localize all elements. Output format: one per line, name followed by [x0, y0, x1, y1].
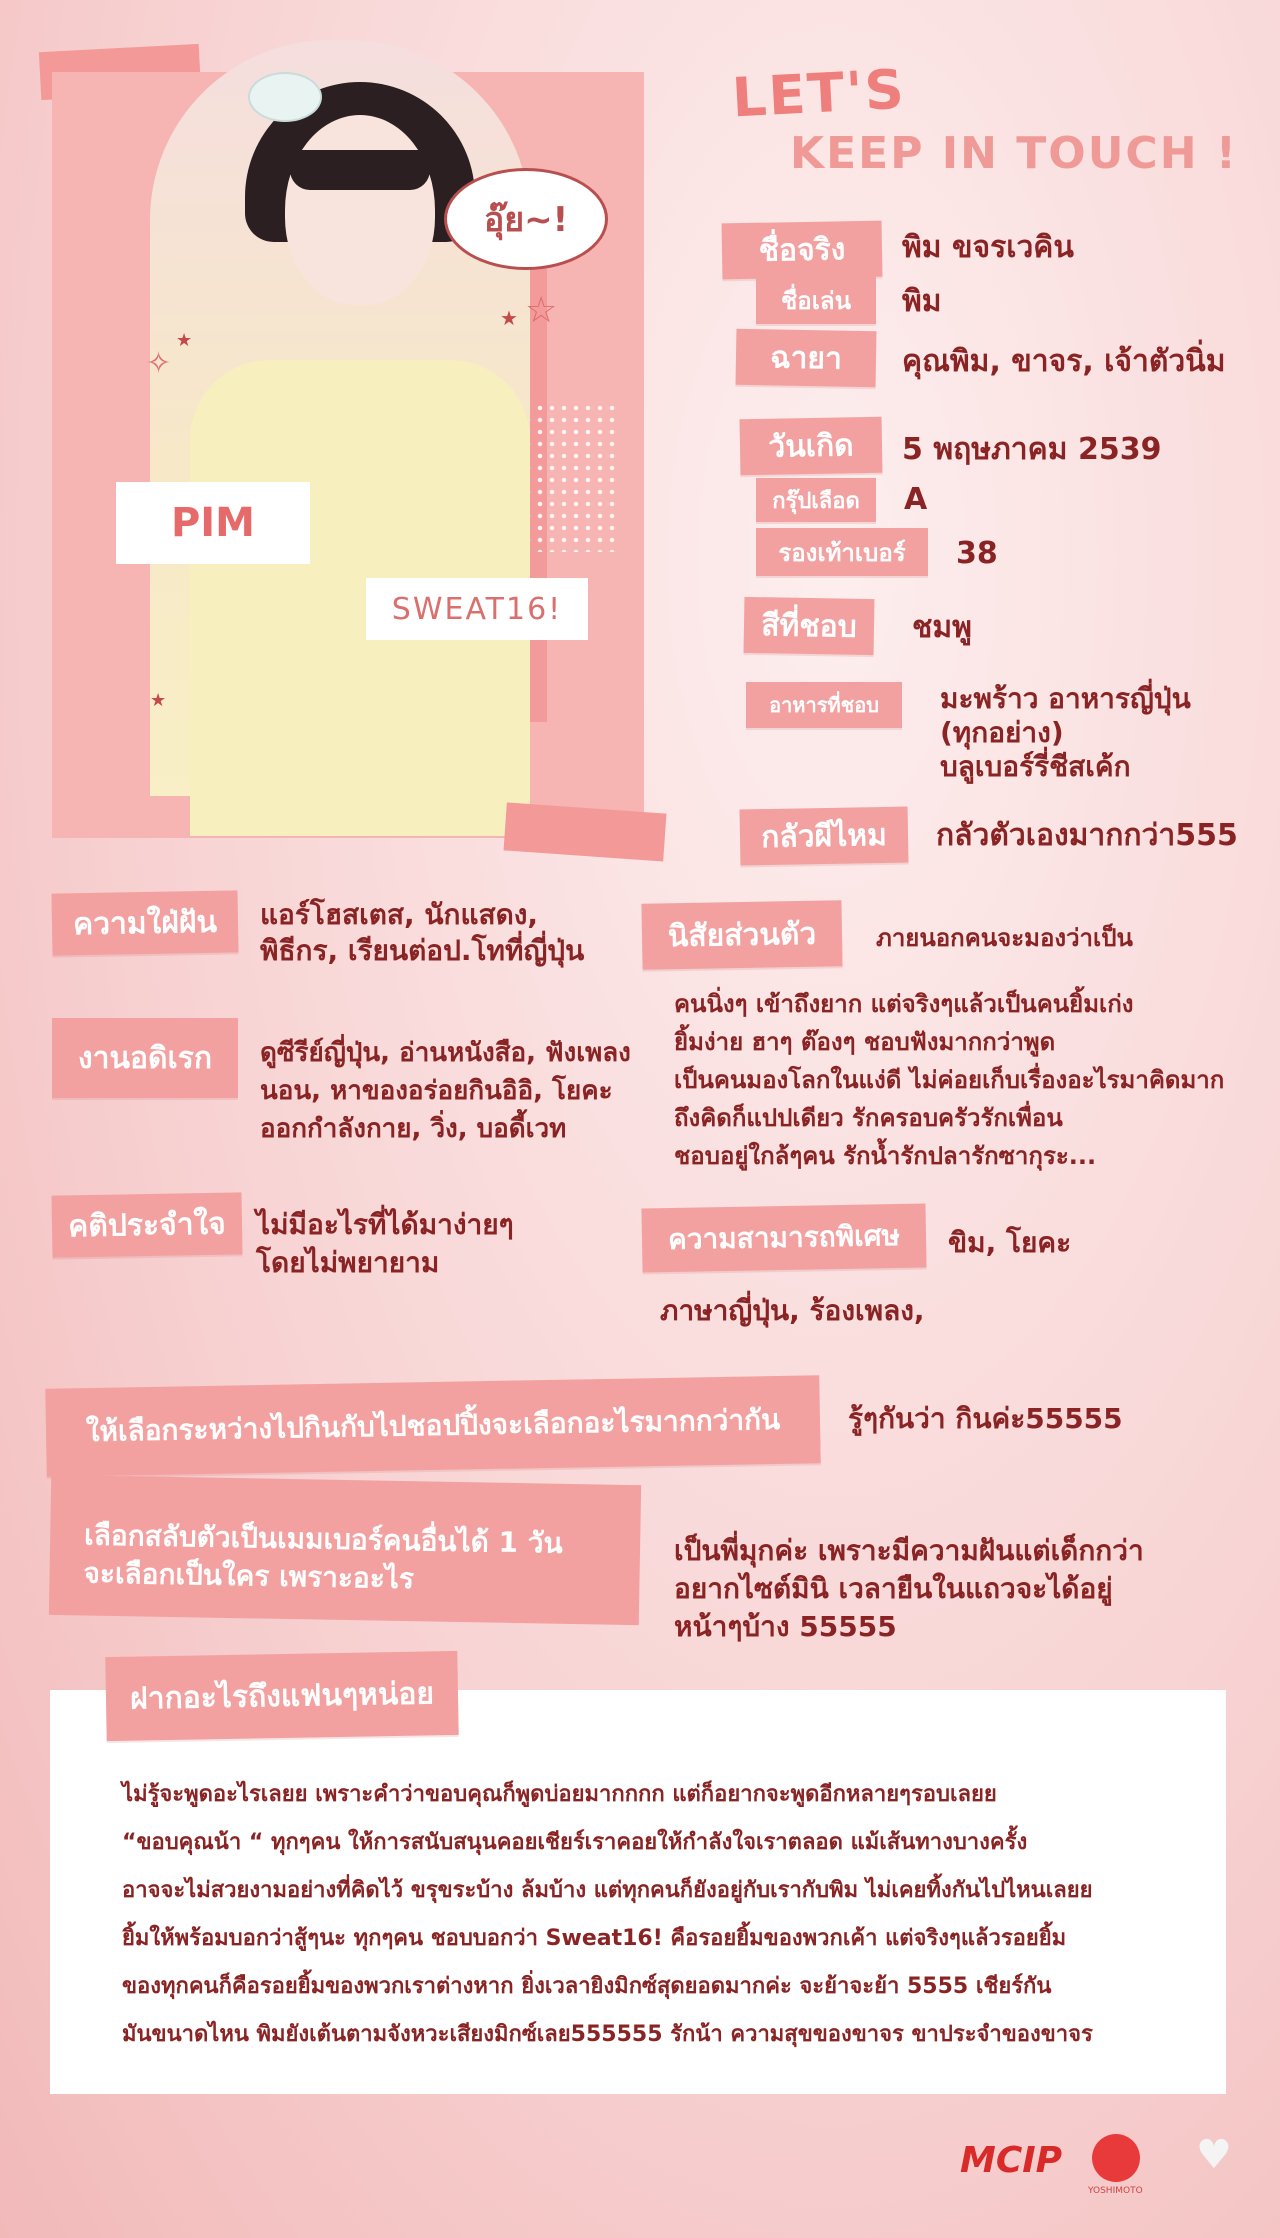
yoshimoto-logo-text: YOSHIMOTO: [1088, 2186, 1143, 2196]
question-1: ให้เลือกระหว่างไปกินกับไปชอปปิ้งจะเลือกอะไรมากกว่ากัน: [45, 1375, 820, 1476]
talent-value: ขิม, โยคะ: [948, 1226, 1072, 1259]
hobby-line-3: ออกกำลังกาย, วิ่ง, บอดี้เวท: [260, 1114, 567, 1144]
message-line-5: ของทุกคนก็คือรอยยิ้มของพวกเราต่างหาก ยิ่งเวลายิงมิกซ์สุดยอดมากค่ะ จะย้าจะย้า 5555 เชียร์กัน: [122, 1974, 1052, 1999]
talent-line-2: ภาษาญี่ปุ่น, ร้องเพลง,: [660, 1294, 925, 1327]
answer-2-line-3: หน้าๆบ้าง 55555: [674, 1610, 897, 1643]
bangs-shape: [290, 150, 430, 190]
group-logo: [366, 578, 588, 640]
message-line-6: มันขนาดไหน พิมยังเต้นตามจังหวะเสียงมิกซ์เลย555555 รักน้า ความสุขของขาจร ขาประจำของขาจร: [122, 2022, 1093, 2047]
answer-2-line-2: อยากไซต์มินิ เวลายืนในแถวจะได้อยู่: [674, 1572, 1113, 1605]
tag-real-name: ชื่อจริง: [722, 221, 883, 280]
tag-talent: ความสามารถพิเศษ: [641, 1204, 926, 1273]
dream-line-1: แอร์โฮสเตส, นักแสดง,: [260, 898, 539, 931]
nickname-value: พิม: [902, 284, 942, 319]
star-icon: ✧: [146, 346, 172, 381]
hobby-line-2: นอน, หาของอร่อยกินอิอิ, โยคะ: [260, 1076, 613, 1106]
hobby-line-1: ดูซีรีย์ญี่ปุ่น, อ่านหนังสือ, ฟังเพลง: [260, 1038, 631, 1068]
personality-line-4: ถึงคิดก็แปปเดียว รักครอบครัวรักเพื่อน: [674, 1104, 1063, 1132]
food-value-2: (ทุกอย่าง): [940, 716, 1064, 749]
shoe-value: 38: [956, 536, 998, 571]
message-line-2: “ขอบคุณน้า “ ทุกๆคน ให้การสนับสนุนคอยเชียร์เราคอยให้กำลังใจเราตลอด แม้เส้นทางบางครั้ง: [122, 1830, 1028, 1855]
tag-nickname: ชื่อเล่น: [756, 276, 876, 324]
tag-motto: คติประจำใจ: [51, 1192, 242, 1257]
hair-bow-icon: [248, 72, 322, 122]
face-shape: [285, 115, 435, 305]
message-line-3: อาจจะไม่สวยงามอย่างที่คิดไว้ ขรุขระบ้าง ล้มบ้าง แต่ทุกคนก็ยังอยู่กับเรากับพิม ไม่เคยทิ้งกันไปไหนเลยย: [122, 1878, 1093, 1903]
question-2-line-1: เลือกสลับตัวเป็นเมมเบอร์คนอื่นได้ 1 วัน: [83, 1518, 563, 1560]
personality-intro: ภายนอกคนจะมองว่าเป็น: [876, 924, 1133, 952]
alias-value: คุณพิม, ขาจร, เจ้าตัวนิ่ม: [902, 344, 1226, 379]
personality-line-1: คนนิ่งๆ เข้าถึงยาก แต่จริงๆแล้วเป็นคนยิ้มเก่ง: [674, 990, 1134, 1018]
food-value-1: มะพร้าว อาหารญี่ปุ่น: [940, 682, 1191, 715]
message-title: ฝากอะไรถึงแฟนๆหน่อย: [105, 1651, 458, 1741]
blood-value: A: [904, 482, 928, 517]
tag-hobby: งานอดิเรก: [52, 1018, 238, 1098]
real-name-value: พิม ขจรเวคิน: [902, 230, 1074, 265]
message-line-4: ยิ้มให้พร้อมบอกว่าสู้ๆนะ ทุกๆคน ชอบบอกว่า Sweat16! คือรอยยิ้มของพวกเค้า แต่จริงๆแล้วรอยยิ้ม: [122, 1926, 1067, 1951]
star-icon: ★: [176, 330, 193, 351]
header-line1: LET'S: [730, 57, 908, 130]
tape-decoration-bottom: [504, 802, 667, 861]
tag-alias: ฉายา: [736, 329, 877, 387]
color-value: ชมพู: [912, 610, 972, 645]
tag-birthday: วันเกิด: [740, 417, 883, 475]
mcip-logo: MCIP: [960, 2140, 1063, 2181]
birthday-value: 5 พฤษภาคม 2539: [902, 432, 1162, 467]
ghost-value: กลัวตัวเองมากกว่า555: [936, 818, 1238, 853]
yoshimoto-logo: [1092, 2134, 1140, 2182]
message-line-1: ไม่รู้จะพูดอะไรเลยย เพราะคำว่าขอบคุณก็พูดบ่อยมากกกก แต่ก็อยากจะพูดอีกหลายๆรอบเลยย: [122, 1782, 997, 1807]
question-2-line-2: จะเลือกเป็นใคร เพราะอะไร: [83, 1556, 415, 1596]
personality-line-5: ชอบอยู่ใกล้ๆคน รักน้ำรักปลารักซากุระ...: [674, 1142, 1097, 1170]
tag-color: สีที่ชอบ: [744, 597, 875, 655]
answer-1: รู้ๆกันว่า กินค่ะ55555: [848, 1402, 1123, 1435]
tag-dream: ความใฝ่ฝัน: [51, 890, 238, 955]
heart-shield-icon: ♥: [1196, 2132, 1232, 2178]
tag-ghost: กลัวผีไหม: [740, 807, 909, 866]
star-icon: ★: [500, 306, 518, 330]
message-box: [50, 1690, 1226, 2094]
tag-blood: กรุ๊ปเลือด: [756, 478, 876, 522]
tag-shoe: รองเท้าเบอร์: [756, 528, 928, 576]
dream-line-2: พิธีกร, เรียนต่อป.โทที่ญี่ปุ่น: [260, 934, 585, 967]
motto-line-1: ไม่มีอะไรที่ได้มาง่ายๆ: [256, 1208, 514, 1241]
personality-line-3: เป็นคนมองโลกในแง่ดี ไม่ค่อยเก็บเรื่องอะไรมาคิดมาก: [674, 1066, 1225, 1094]
name-label-text: PIM: [170, 500, 255, 546]
motto-line-2: โดยไม่พยายาม: [256, 1246, 440, 1279]
header-line2: KEEP IN TOUCH !: [790, 128, 1238, 179]
star-icon: ☆: [525, 290, 558, 331]
group-logo-text: SWEAT16!: [391, 591, 563, 627]
question-2: [49, 1475, 641, 1625]
food-value-3: บลูเบอร์รี่ชีสเค้ก: [940, 750, 1131, 783]
tag-personality: นิสัยส่วนตัว: [641, 900, 842, 969]
name-label: [116, 482, 310, 564]
star-icon: ★: [150, 690, 167, 711]
speech-bubble: อุ๊ย~!: [444, 168, 608, 270]
personality-line-2: ยิ้มง่าย ฮาๆ ต๊องๆ ชอบฟังมากกว่าพูด: [674, 1028, 1056, 1056]
tag-food: อาหารที่ชอบ: [746, 682, 902, 728]
answer-2-line-1: เป็นพี่มุกค่ะ เพราะมีความฝันแต่เด็กกว่า: [674, 1534, 1144, 1567]
